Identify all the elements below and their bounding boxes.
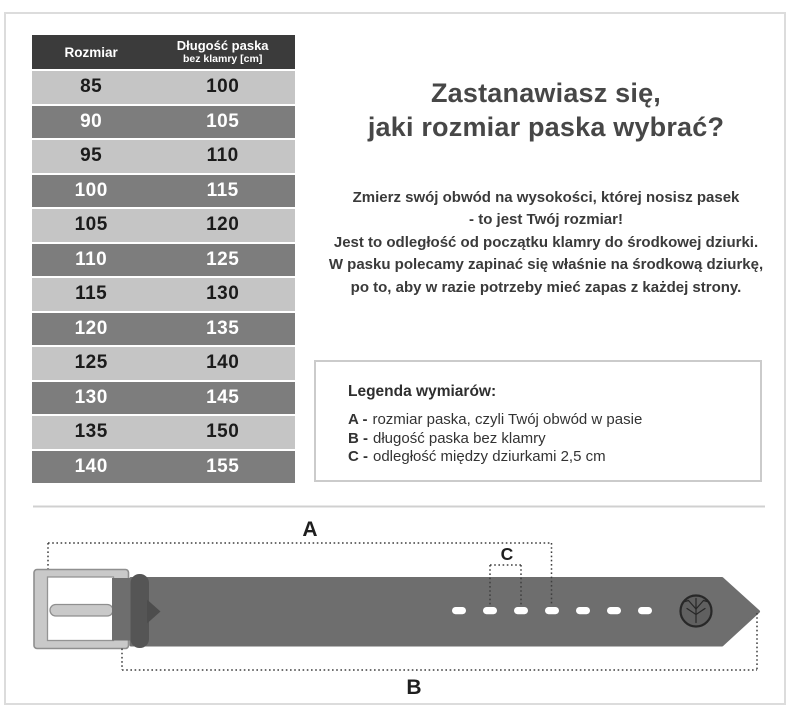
table-row — [32, 416, 295, 449]
table-row — [32, 382, 295, 415]
cell-size: 120 — [74, 317, 108, 339]
cell-length: 105 — [206, 110, 240, 132]
cell-length: 145 — [206, 386, 240, 408]
belt-hole — [576, 607, 590, 614]
cell-size: 135 — [74, 421, 108, 443]
size-table-header — [32, 35, 295, 69]
cell-length: 115 — [206, 179, 239, 201]
cell-length: 150 — [206, 421, 240, 443]
cell-size: 100 — [74, 179, 108, 201]
table-row — [32, 244, 295, 277]
cell-size: 95 — [80, 145, 103, 167]
belt-diagram-svg — [0, 505, 800, 717]
intro-paragraph — [312, 187, 780, 299]
header-rozmiar: Rozmiar — [64, 44, 118, 60]
belt-hole — [483, 607, 497, 614]
belt-keeper — [131, 574, 150, 648]
cell-size: 85 — [80, 76, 103, 98]
title-line1: Zastanawiasz się, — [430, 78, 661, 108]
intro-line: Zmierz swój obwód na wysokości, której nosisz pasek — [352, 189, 740, 206]
cell-length: 125 — [206, 248, 240, 270]
header-dlugosc-line1: Długość paska — [176, 37, 269, 53]
title-line2: jaki rozmiar paska wybrać? — [367, 112, 725, 142]
cell-length: 110 — [206, 145, 239, 167]
table-row — [32, 106, 295, 139]
cell-size: 125 — [74, 352, 108, 374]
cell-size: 105 — [74, 214, 108, 236]
belt-diagram — [0, 505, 800, 717]
legend-box — [314, 360, 762, 482]
legend-text-c: odległość między dziurkami 2,5 cm — [373, 448, 606, 465]
cell-length: 135 — [206, 317, 240, 339]
table-row — [32, 209, 295, 242]
cell-length: 155 — [206, 455, 240, 477]
table-row — [32, 278, 295, 311]
legend-item-b — [348, 430, 760, 449]
legend-key-a: A - — [348, 411, 368, 428]
belt-hole — [452, 607, 466, 614]
table-row — [32, 347, 295, 380]
legend-title: Legenda wymiarów: — [348, 383, 497, 400]
legend-key-b: B - — [348, 429, 368, 447]
intro-line: Jest to odległość od początku klamry do środkowej dziurki. — [333, 233, 759, 251]
cell-size: 130 — [74, 386, 108, 408]
dimension-label-c: C — [500, 544, 514, 564]
cell-length: 120 — [206, 214, 240, 236]
table-row — [32, 313, 295, 346]
cell-length: 140 — [206, 352, 240, 374]
legend-key-c: C - — [348, 448, 368, 465]
legend-item-a — [348, 411, 760, 430]
tree-logo-icon — [681, 596, 712, 627]
table-row — [32, 71, 295, 104]
buckle-prong — [50, 605, 113, 617]
belt-strap — [131, 579, 759, 646]
cell-size: 110 — [75, 248, 108, 270]
legend-text-a: rozmiar paska, czyli Twój obwód w pasie — [372, 411, 643, 428]
cell-size: 140 — [74, 455, 108, 477]
intro-line: W pasku polecamy zapinać się właśnie na środkową dziurkę, — [328, 256, 764, 274]
belt-hole — [514, 607, 528, 614]
belt-hole — [545, 607, 559, 614]
belt-hole — [638, 607, 652, 614]
legend-item-c — [348, 448, 760, 467]
intro-section — [312, 76, 780, 299]
intro-line: - to jest Twój rozmiar! — [469, 211, 623, 229]
cell-length: 100 — [206, 76, 240, 98]
cell-size: 115 — [75, 283, 108, 305]
table-row — [32, 451, 295, 484]
size-table — [32, 35, 295, 485]
legend-text-b: długość paska bez klamry — [373, 429, 546, 447]
cell-size: 90 — [80, 110, 103, 132]
cell-length: 130 — [206, 283, 240, 305]
header-dlugosc — [150, 39, 295, 66]
belt-hole — [607, 607, 621, 614]
page-title — [312, 76, 780, 144]
dimension-label-b: B — [406, 676, 422, 699]
table-row — [32, 140, 295, 173]
table-row — [32, 175, 295, 208]
intro-line: po to, aby w razie potrzeby mieć zapas z każdej strony. — [350, 278, 742, 296]
header-dlugosc-line2: bez klamry [cm] — [182, 53, 263, 66]
dimension-label-a: A — [302, 518, 318, 541]
